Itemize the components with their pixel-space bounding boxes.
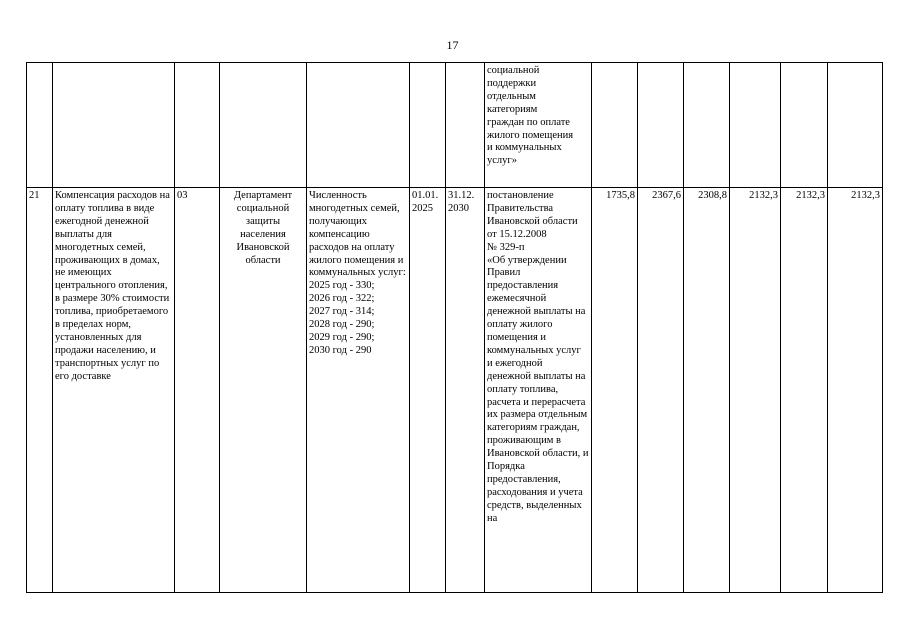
cell-executor xyxy=(220,63,307,188)
cell-number xyxy=(27,63,53,188)
cell-value-2027: 2308,8 xyxy=(684,188,730,593)
cell-measure xyxy=(53,63,175,188)
cell-value-2029 xyxy=(781,63,828,188)
cell-value-2030 xyxy=(828,63,883,188)
cell-indicator xyxy=(307,63,410,188)
cell-value-2028 xyxy=(730,63,781,188)
cell-measure: Компенсация расходов на оплату топлива в виде ежегодной денежной выплаты для многодетных семей, проживающих в домах, не имеющих центрального отопления, в размере 30% стоимости топлива, приобретаемого в пределах норм, установленных для продажи населению, и транспортных услуг по его доставке xyxy=(53,188,175,593)
cell-code: 03 xyxy=(175,188,220,593)
cell-start-date: 01.01. 2025 xyxy=(410,188,446,593)
page-number: 17 xyxy=(446,38,459,52)
cell-value-2025: 1735,8 xyxy=(592,188,638,593)
cell-value-2026: 2367,6 xyxy=(638,188,684,593)
cell-value-2029: 2132,3 xyxy=(781,188,828,593)
data-table xyxy=(26,62,883,593)
cell-document: социальной поддержки отдельным категориям граждан по оплате жилого помещения и коммунальных услуг» xyxy=(485,63,592,188)
cell-end-date xyxy=(446,63,485,188)
table-row-continuation xyxy=(27,63,883,188)
cell-indicator: Численность многодетных семей, получающих компенсацию расходов на оплату жилого помещения и коммунальных услуг: 2025 год - 330; 2026 год - 322; 2027 год - 314; 2028 год - 290; 2029 год - 290; 2030 год - 290 xyxy=(307,188,410,593)
cell-start-date xyxy=(410,63,446,188)
cell-document: постановление Правительства Ивановской области от 15.12.2008 № 329-п «Об утверждении Правил предоставления ежемесячной денежной выплаты на оплату жилого помещения и коммунальных услуг и ежегодной денежной выплаты на оплату топлива, расчета и перерасчета их размера отдельным категориям граждан, проживающим в Ивановской области, и Порядка предоставления, расходования и учета средств, выделенных на xyxy=(485,188,592,593)
cell-executor: Департамент социальной защиты населения Ивановской области xyxy=(220,188,307,593)
cell-value-2027 xyxy=(684,63,730,188)
cell-value-2025 xyxy=(592,63,638,188)
cell-code xyxy=(175,63,220,188)
table-row-21 xyxy=(27,188,883,593)
cell-number: 21 xyxy=(27,188,53,593)
cell-end-date: 31.12. 2030 xyxy=(446,188,485,593)
cell-value-2026 xyxy=(638,63,684,188)
cell-value-2028: 2132,3 xyxy=(730,188,781,593)
cell-value-2030: 2132,3 xyxy=(828,188,883,593)
